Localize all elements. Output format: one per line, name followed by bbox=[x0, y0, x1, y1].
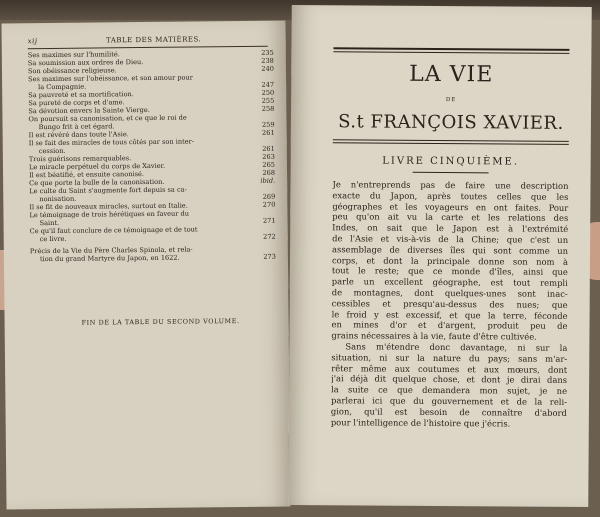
body-line: de montagnes, dont quelques-unes sont inac- bbox=[331, 287, 568, 299]
table-of-contents bbox=[28, 49, 276, 264]
right-page bbox=[288, 5, 591, 507]
body-line: peu qu'on ait vu la carte et les relations des bbox=[332, 211, 569, 224]
toc-entry-text: Le miracle perpétuel du corps de Xavier. bbox=[28, 161, 166, 172]
body-text bbox=[331, 179, 569, 429]
chapter-rule bbox=[413, 172, 489, 174]
toc-entry-text: cession. bbox=[38, 146, 66, 156]
toc-entry-page: ibid. bbox=[260, 176, 276, 185]
toc-entry-page: 265 bbox=[262, 160, 275, 169]
toc-entry-text: Il se fit de nouveaux miracles, surtout en Italie. bbox=[29, 201, 188, 212]
toc-entry-page: 261 bbox=[262, 144, 275, 153]
toc-entry-text: Trois guérisons remarquables. bbox=[28, 154, 132, 164]
toc-entry-text: Il se fait des miracles de tous côtés par son inter- bbox=[28, 137, 195, 148]
toc-entry-text: Ses maximes sur l'obéissance, et son amour pour bbox=[28, 73, 193, 84]
toc-entry-text: Saint. bbox=[39, 218, 60, 228]
toc-entry-page: 272 bbox=[263, 232, 276, 241]
chapter-heading: LIVRE CINQUIÈME. bbox=[382, 155, 520, 168]
body-line: de l'Asie et vis-à-vis de la Chine; que c'est un bbox=[332, 233, 569, 245]
page-number: xij bbox=[27, 37, 38, 46]
body-line: géographes et les voyageurs en ont faites. Pour bbox=[332, 200, 569, 213]
toc-entry-text: tion du grand Martyre du Japon, en 1622. bbox=[39, 253, 180, 264]
toc-entry-text: On poursuit sa canonisation, et ce que le roi de bbox=[28, 113, 187, 124]
body-line: Je n'entreprends pas de faire une description bbox=[332, 179, 569, 191]
toc-entry-page: 250 bbox=[261, 88, 275, 97]
book-title: LA VIE bbox=[409, 61, 494, 88]
running-title: TABLE DES MATIÈRES. bbox=[105, 35, 202, 45]
toc-entry-page: 255 bbox=[261, 96, 275, 105]
body-line: gion, qu'il est besoin de connaître d'abord bbox=[330, 405, 567, 418]
mid-rule bbox=[333, 139, 569, 142]
body-line: tout le reste; que ce monde d'îles, ainsi que bbox=[331, 265, 568, 278]
body-line: exacte du Japon, après toutes celles que les bbox=[332, 190, 569, 202]
toc-entry-text: ce livre. bbox=[39, 234, 67, 244]
toc-entry-page: 269 bbox=[262, 192, 276, 201]
toc-entry-page: 268 bbox=[262, 168, 276, 177]
toc-entry-page: 271 bbox=[262, 216, 276, 225]
toc-entry-page: 259 bbox=[261, 120, 275, 129]
toc-entry-page: 261 bbox=[261, 128, 275, 137]
toc-entry-text: Sa pureté de corps et d'ame. bbox=[28, 98, 125, 108]
body-line: en mines d'or et d'argent, produit peu de bbox=[331, 319, 568, 332]
toc-entry-text: Sa pauvreté et sa mortification. bbox=[28, 90, 134, 100]
toc-entry-page: 273 bbox=[263, 252, 276, 261]
body-line: parlerai ici que du gouvernement et de la reli- bbox=[330, 395, 568, 407]
mid-rule-2 bbox=[333, 142, 569, 145]
toc-entry-text: la Compagnie. bbox=[38, 82, 87, 92]
toc-entry-page: 270 bbox=[262, 200, 276, 209]
body-line: corps, et dont la principale donne son nom à bbox=[331, 254, 568, 267]
toc-entry-text: Bungo frit à cet égard. bbox=[38, 122, 115, 132]
toc-entry-text: Ses maximes sur l'humilité. bbox=[27, 50, 120, 60]
toc-entry-text: Il est béatifié, et ensuite canonisé. bbox=[29, 170, 145, 180]
body-line: Indes, on sait que le Japon est à l'extrémité bbox=[332, 222, 569, 235]
toc-entry-page: 258 bbox=[261, 104, 275, 113]
toc-entry-text: Le témoignage de trois hérétiques en faveur du bbox=[29, 209, 189, 220]
toc-entry-page: 235 bbox=[261, 48, 274, 57]
left-page bbox=[1, 21, 290, 510]
body-line: parle un excellent géographe, est tout rempli bbox=[331, 276, 568, 289]
body-line: situation, ni sur la nature du pays; sans m'ar- bbox=[331, 351, 568, 364]
top-rule-thin bbox=[333, 51, 569, 54]
body-line: j'ai déjà dit quelque chose, et dont je dirai dans bbox=[331, 373, 568, 386]
body-line: rêter même aux coutumes et aux mœurs, dont bbox=[331, 362, 568, 375]
toc-entry-text: Sa soumission aux ordres de Dieu. bbox=[27, 58, 144, 68]
toc-entry-text: Son obéissance religieuse. bbox=[27, 66, 117, 76]
saint-name: S.t FRANÇOIS XAVIER. bbox=[338, 111, 564, 134]
title-de: DE bbox=[445, 97, 457, 104]
body-line: le froid y est excessif, et que la terre, féconde bbox=[331, 308, 568, 321]
body-line: Sans m'étendre donc davantage, ni sur la bbox=[345, 341, 568, 353]
toc-entry-text: Le culte du Saint s'augmente fort depuis sa ca- bbox=[29, 185, 187, 196]
toc-entry-page: 263 bbox=[262, 152, 275, 161]
end-note: FIN DE LA TABLE DU SECOND VOLUME. bbox=[81, 317, 240, 327]
toc-entry-text: Ce que porte la bulle de la canonisation. bbox=[29, 177, 165, 188]
body-line: assemblage de diverses îles qui sont comme un bbox=[332, 244, 569, 256]
toc-entry-page: 247 bbox=[261, 80, 275, 89]
body-line: cessibles et presqu'au-dessus des nues; que bbox=[331, 298, 568, 310]
toc-entry-page: 238 bbox=[261, 56, 274, 65]
toc-entry-text: nonisation. bbox=[39, 194, 77, 204]
body-line: grains nécessaires à la vie, faute d'être cultivée. bbox=[331, 330, 537, 342]
top-rule-thick bbox=[333, 47, 569, 51]
body-line: pour l'intelligence de l'histoire que j'écris. bbox=[330, 416, 511, 429]
toc-entry-text: Précis de la Vie du Père Charles Spinola, et rela- bbox=[29, 245, 193, 256]
toc-entry-text: Ce qu'il faut conclure de ce témoignage et de tout bbox=[29, 225, 198, 236]
body-line: la suite ce que demandera mon sujet, je ne bbox=[331, 384, 568, 397]
toc-entry-page: 240 bbox=[261, 64, 274, 73]
toc-entry-text: Il est révéré dans toute l'Asie. bbox=[28, 130, 129, 140]
toc-entry-text: Sa dévotion envers la Sainte Vierge. bbox=[28, 105, 150, 116]
toc-entry bbox=[30, 253, 276, 264]
